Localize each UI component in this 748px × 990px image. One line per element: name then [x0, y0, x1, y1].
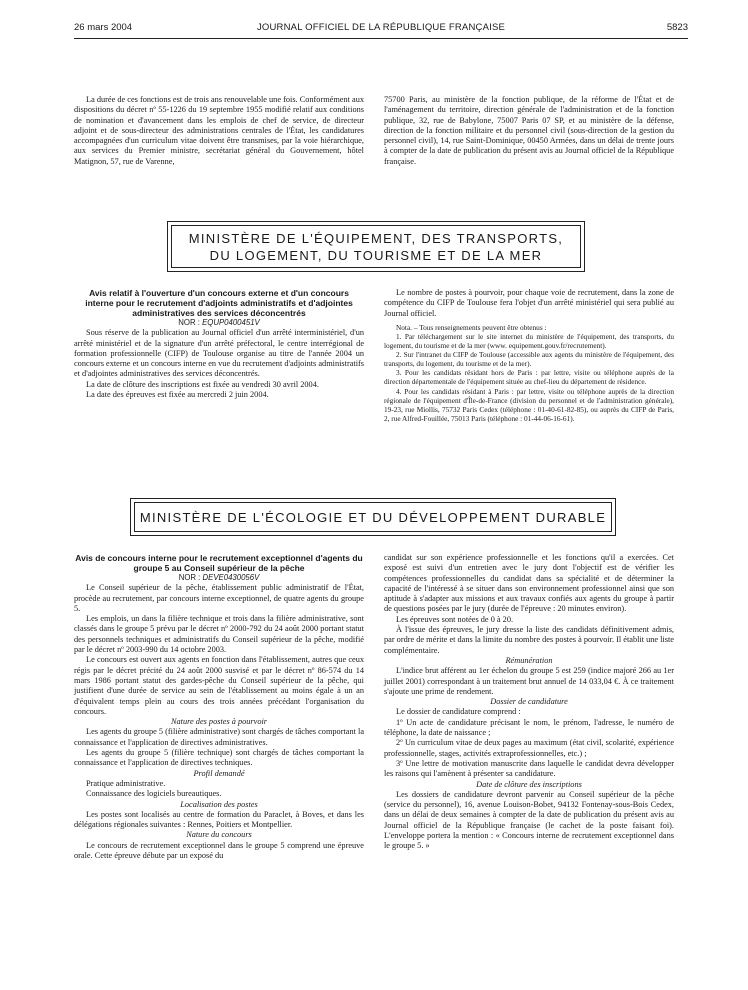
avis2-nor-label: NOR : — [178, 573, 203, 582]
avis1-nor — [74, 318, 364, 328]
avis2-paragraph-9: Le concours de recrutement exceptionnel dans le groupe 5 comprend une épreuve orale. Cette épreuve débute par un exposé du — [74, 840, 364, 861]
top-left-paragraph: La durée de ces fonctions est de trois ans renouvelable une fois. Conformément aux dispositions du décret nº 55-1226 du 19 septembre 1955 modifié relatif aux conditions de nomination et d'avancement dans les emplois de chef de service, de directeur adjoint et de sous-directeur des administrations centrales de l'État, les candidatures accompagnées d'un curriculum vitae doivent être transmises, par la voie hiérarchique, aux services du Premier ministre, secrétariat général du Gouvernement, hôtel Matignon, 57, rue de Varenne, — [74, 95, 364, 166]
avis1-right-column — [384, 288, 674, 423]
page-header — [74, 22, 688, 36]
ministry-ecologie-box — [130, 498, 616, 536]
avis1-nota-item-2: 2. Sur l'intranet du CIFP de Toulouse (accessible aux agents du ministère de l'équipement, des transports, du logement, du tourisme et de la mer). — [384, 350, 674, 369]
avis2-right-paragraph-9: Les dossiers de candidature devront parvenir au Conseil supérieur de la pêche (service du personnel), 16, avenue Louison-Bobet, 94132 Fontenay-sous-Bois Cedex, dans un délai de deux semaines à compter de la date de publication du présent avis au Journal officiel de la République française (le cachet de la poste faisant foi). L'enveloppe portera la mention : « Concours interne de recrutement exceptionnel dans le groupe 5. » — [384, 789, 674, 851]
avis2-heading-remuneration: Rémunération — [505, 655, 553, 665]
avis2-heading-dossier: Dossier de candidature — [490, 697, 568, 707]
avis2-nor-value: DEVE0430056V — [202, 573, 260, 582]
avis1-nota-item-3: 3. Pour les candidats résidant hors de Paris : par lettre, visite ou téléphone auprès de la direction départementale de l'équipement située au chef-lieu du département de résidence. — [384, 368, 674, 387]
avis1-nota-item-1: 1. Par téléchargement sur le site internet du ministère de l'équipement, des transports, du logement, du tourisme et de la mer (www. equipement.gouv.fr/recrutement). — [384, 331, 674, 351]
ministry-equipement-line1: MINISTÈRE DE L'ÉQUIPEMENT, DES TRANSPORTS, — [188, 230, 564, 246]
header-journal-title: JOURNAL OFFICIEL DE LA RÉPUBLIQUE FRANÇAISE — [256, 22, 506, 33]
avis2-paragraph-8: Les postes sont localisés au centre de formation du Paraclet, à Boves, et dans les délégations régionales suivantes : Rennes, Poitiers et Montpellier. — [74, 809, 364, 830]
top-left-text — [74, 95, 364, 167]
avis2-left-column — [74, 553, 364, 861]
avis2-right-paragraph-5: Le dossier de candidature comprend : — [396, 707, 521, 717]
avis2-right-paragraph-8: 3º Une lettre de motivation manuscrite dans laquelle le candidat devra développer les raisons qui l'amènent à présenter sa candidature. — [384, 758, 674, 779]
header-rule — [74, 38, 688, 39]
top-right-text — [384, 95, 674, 167]
avis2-heading-profil: Profil demandé — [193, 768, 245, 778]
avis2-right-paragraph-6: 1º Un acte de candidature précisant le nom, le prénom, l'adresse, le numéro de téléphone, la date de naissance ; — [384, 717, 674, 738]
avis2-right-paragraph-2: Les épreuves sont notées de 0 à 20. — [396, 614, 514, 624]
ministry-ecologie-line1: MINISTÈRE DE L'ÉCOLOGIE ET DU DÉVELOPPEMENT DURABLE — [139, 509, 607, 525]
avis2-heading-cloture: Date de clôture des inscriptions — [476, 779, 582, 789]
ministry-equipement-box — [167, 221, 585, 272]
avis2-paragraph-1: Le Conseil supérieur de la pêche, établissement public administratif de l'État, procède au recrutement, par concours interne exceptionnel, de quatre agents du groupe 5. — [74, 583, 364, 613]
avis1-paragraph-2: La date de clôture des inscriptions est fixée au vendredi 30 avril 2004. — [86, 379, 319, 389]
avis2-paragraph-5: Les agents du groupe 5 (filière technique) sont chargés de tâches comportant la connaissance et l'application de directives techniques. — [74, 748, 364, 768]
avis2-heading-localisation: Localisation des postes — [180, 799, 258, 809]
avis2-paragraph-6: Pratique administrative. — [86, 778, 166, 788]
avis2-heading-nature-postes: Nature des postes à pourvoir — [170, 717, 268, 727]
avis1-title: Avis relatif à l'ouverture d'un concours externe et d'un concours interne pour le recrutement d'adjoints administratifs et d'adjointes administratives des services déconcentrés — [85, 288, 353, 318]
avis1-nota: Nota. – Tous renseignements peuvent être obtenus : — [396, 322, 547, 332]
avis2-nor — [74, 573, 364, 583]
avis2-right-paragraph-7: 2º Un curriculum vitae de deux pages au maximum (état civil, scolarité, expérience professionnelle, stages, activités extraprofessionnelles, etc.) ; — [384, 738, 674, 758]
avis2-paragraph-3: Le concours est ouvert aux agents en fonction dans l'établissement, autres que ceux régis par le décret précité du 24 août 2000 susvisé et par le décret nº 86-574 du 14 mars 1986 portant statut des gardes-pêche du Conseil supérieur de la pêche, qui justifient d'une durée de service au sein de l'établissement au moins égale à un an d'équivalent temps plein au cours des trois années précédant l'organisation du concours. — [74, 655, 364, 716]
ministry-equipement-line2: DU LOGEMENT, DU TOURISME ET DE LA MER — [209, 247, 543, 263]
avis1-paragraph-1: Sous réserve de la publication au Journal officiel d'un arrêté interministériel, d'un arrêté ministériel et de la signature d'un arrêté préfectoral, le centre interrégional de formation professionnelle (CIFP) de Toulouse organise au titre de l'année 2004 un concours externe et un concours interne en vue du recrutement d'adjoints administratifs et d'adjointes administratives des services déconcentrés. — [74, 328, 364, 379]
avis2-right-paragraph-3: À l'issue des épreuves, le jury dresse la liste des candidats définitivement admis, par ordre de mérite et dans la limite du nombre des postes à pourvoir. Il établit une liste complémentaire. — [384, 625, 674, 655]
avis2-right-paragraph-4: L'indice brut afférent au 1er échelon du groupe 5 est 259 (indice majoré 266 au 1er juillet 2001) correspondant à un traitement brut annuel de 14 033,04 €. À ce traitement s'ajoute une prime de rendement. — [384, 666, 674, 696]
avis1-postes-paragraph: Le nombre de postes à pourvoir, pour chaque voie de recrutement, dans la zone de compétence du CIFP de Toulouse fera l'objet d'un arrêté ministériel qui sera publié au Journal officiel. — [384, 288, 674, 318]
avis1-nota-block — [384, 323, 674, 423]
avis1-nota-item-4: 4. Pour les candidats résidant à Paris : par lettre, visite ou téléphone auprès de la direction régionale de l'équipement d'Île-de-France (division du personnel et de l'administration générale), 19-23, rue Miollis, 75732 Paris Cedex (téléphone : 01-40-61-82-85), ou auprès du CIFP de Paris, 2, rue Alfred-Fouillée, 75013 Paris (téléphone : 01-44-06-16-61). — [384, 386, 674, 423]
avis2-right-column — [384, 553, 674, 852]
avis2-paragraph-2: Les emplois, un dans la filière technique et trois dans la filière administrative, sont classés dans le groupe 5 prévu par le décret nº 2000-792 du 24 août 2000 portant statut des personnels techniques et administratifs du Conseil supérieur de la pêche, modifié par le décret nº 2003-990 du 14 octobre 2003. — [74, 614, 364, 655]
avis2-title: Avis de concours interne pour le recrutement exceptionnel d'agents du groupe 5 au Conseil supérieur de la pêche — [75, 553, 363, 573]
avis2-paragraph-4: Les agents du groupe 5 (filière administrative) sont chargés de tâches comportant la connaissance et l'application de directives administratives. — [74, 727, 364, 747]
header-page-number: 5823 — [666, 22, 688, 33]
avis2-heading-nature-concours: Nature du concours — [186, 830, 252, 840]
avis1-left-column — [74, 288, 364, 400]
avis1-nor-value: EQUP0400451V — [202, 318, 260, 327]
avis2-right-paragraph-1: candidat sur son expérience professionnelle et les fonctions qu'il a exercées. Cet exposé est suivi d'un entretien avec le jury dont l'objectif est de vérifier les compétences professionnelles du candidat dans sa spécialité et de déterminer la capacité de l'intéressé à se situer dans son environnement professionnel ainsi que son aptitude à s'adapter aux missions et aux travaux confiés aux agents du groupe à partir de questions posées par le jury (durée de l'épreuve : 20 minutes environ). — [384, 553, 674, 614]
avis2-paragraph-7: Connaissance des logiciels bureautiques. — [86, 789, 222, 799]
avis1-paragraph-3: La date des épreuves est fixée au mercredi 2 juin 2004. — [86, 390, 269, 400]
header-date: 26 mars 2004 — [74, 22, 133, 33]
top-right-paragraph: 75700 Paris, au ministère de la fonction publique, de la réforme de l'État et de l'aménagement du territoire, direction générale de l'administration et de la fonction publique, 32, rue de Babylone, 75007 Paris 07 SP, et au ministère de la défense, direction de la fonction militaire et du personnel civil (sous-direction de la gestion du personnel civil), 14, rue Saint-Dominique, 00450 Armées, dans un délai de trente jours à compter de la date de publication du présent avis au Journal officiel de la République française. — [384, 95, 674, 166]
avis1-nor-label: NOR : — [178, 318, 203, 327]
